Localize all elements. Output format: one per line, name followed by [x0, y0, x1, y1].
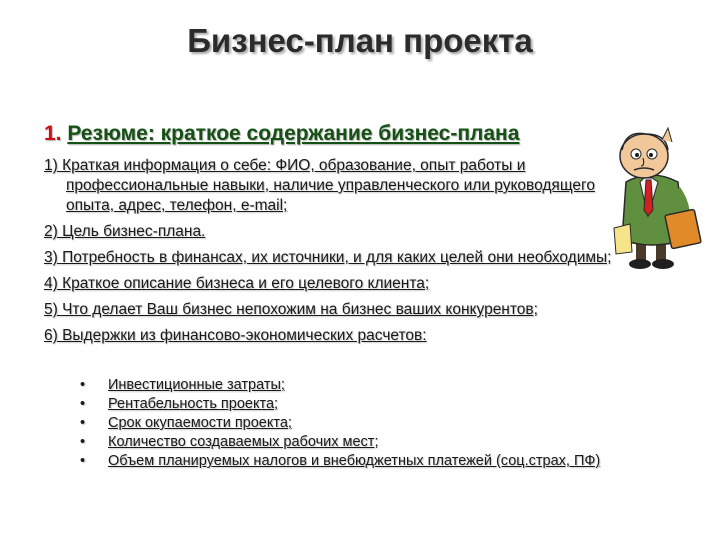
- list-item: 2) Цель бизнес-плана.: [44, 223, 206, 240]
- sub-bullet-item: [80, 452, 600, 471]
- sub-bullet-item: [80, 414, 600, 433]
- figure-folder: [665, 209, 701, 248]
- sub-bullet-item: [80, 433, 600, 452]
- figure-paper: [614, 224, 632, 254]
- bullet-dot-icon: •: [80, 396, 86, 412]
- page-title: Бизнес-план проекта: [187, 22, 533, 59]
- sub-bullet-item: [80, 376, 600, 395]
- bullet-dot-icon: •: [80, 434, 86, 450]
- sub-bullet-text: Инвестиционные затраты;: [108, 377, 285, 393]
- section-heading: [44, 122, 519, 146]
- content-list: [44, 156, 619, 352]
- section-heading-text: Резюме: краткое содержание бизнес-плана: [67, 122, 520, 145]
- bullet-dot-icon: •: [80, 377, 86, 393]
- sub-bullet-list: [80, 376, 600, 471]
- list-item: 6) Выдержки из финансово-экономических расчетов:: [44, 327, 427, 344]
- figure-head: [620, 134, 668, 178]
- list-item: 3) Потребность в финансах, их источники, и для каких целей они необходимы;: [44, 249, 612, 266]
- figure-shoe-right: [652, 259, 674, 269]
- figure-tie: [644, 180, 653, 216]
- section-heading-number: 1.: [44, 122, 62, 145]
- sub-bullet-item: [80, 395, 600, 414]
- figure-shoe-left: [629, 259, 651, 269]
- sub-bullet-text: Объем планируемых налогов и внебюджетных платежей (соц.страх, ПФ): [108, 453, 601, 469]
- sub-bullet-text: Количество создаваемых рабочих мест;: [108, 434, 379, 450]
- list-item: 1) Краткая информация о себе: ФИО, образование, опыт работы и профессиональные навыки, наличие управленческого или руководящего опыта, адрес, телефон, e-mail;: [44, 157, 595, 214]
- list-item: 4) Краткое описание бизнеса и его целевого клиента;: [44, 275, 430, 292]
- sub-bullet-text: Срок окупаемости проекта;: [108, 415, 292, 431]
- bullet-dot-icon: •: [80, 453, 86, 469]
- businessman-with-folder-icon: [596, 120, 704, 270]
- list-item: 5) Что делает Ваш бизнес непохожим на бизнес ваших конкурентов;: [44, 301, 538, 318]
- bullet-dot-icon: •: [80, 415, 86, 431]
- sub-bullet-text: Рентабельность проекта;: [108, 396, 279, 412]
